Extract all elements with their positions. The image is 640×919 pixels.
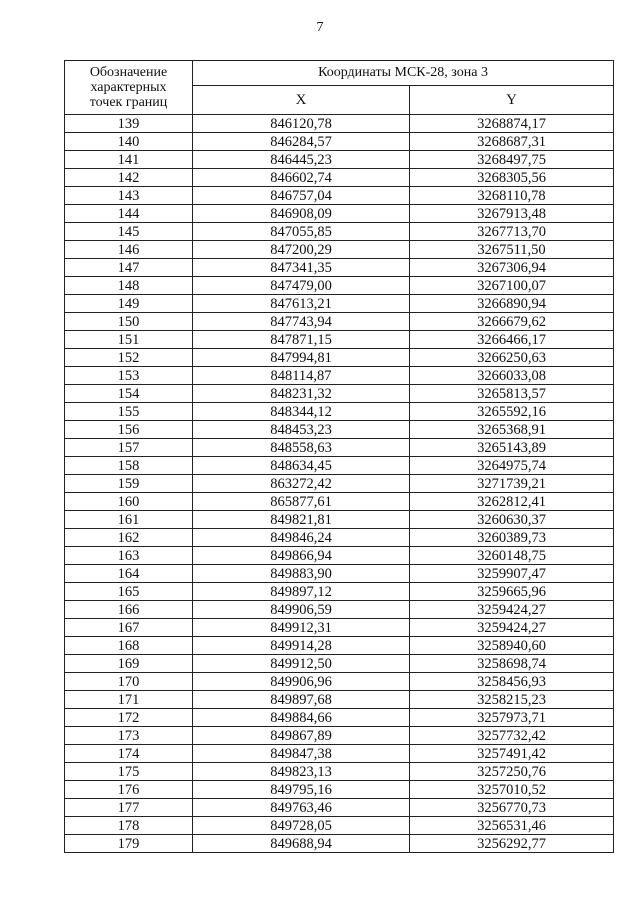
x-coordinate-cell: 847055,85 [193, 223, 410, 241]
coordinates-table [64, 60, 614, 853]
y-coordinate-cell: 3259424,27 [410, 601, 614, 619]
table-row [65, 475, 614, 493]
y-coordinate-cell: 3268687,31 [410, 133, 614, 151]
table-row [65, 385, 614, 403]
point-number-cell: 151 [65, 331, 193, 349]
y-coordinate-cell: 3265592,16 [410, 403, 614, 421]
table-row [65, 709, 614, 727]
table-row [65, 745, 614, 763]
table-row [65, 223, 614, 241]
y-coordinate-cell: 3265143,89 [410, 439, 614, 457]
table-row [65, 511, 614, 529]
coordinate-system-header: Координаты МСК-28, зона 3 [193, 61, 614, 86]
y-coordinate-cell: 3262812,41 [410, 493, 614, 511]
x-coordinate-cell: 846284,57 [193, 133, 410, 151]
point-number-cell: 174 [65, 745, 193, 763]
y-coordinate-cell: 3256531,46 [410, 817, 614, 835]
point-number-cell: 153 [65, 367, 193, 385]
point-number-cell: 173 [65, 727, 193, 745]
y-coordinate-cell: 3268305,56 [410, 169, 614, 187]
point-number-cell: 140 [65, 133, 193, 151]
table-row [65, 781, 614, 799]
x-coordinate-cell: 849912,31 [193, 619, 410, 637]
x-coordinate-cell: 849906,96 [193, 673, 410, 691]
x-coordinate-cell: 849866,94 [193, 547, 410, 565]
point-number-cell: 160 [65, 493, 193, 511]
table-row [65, 457, 614, 475]
table-row [65, 727, 614, 745]
x-coordinate-cell: 846602,74 [193, 169, 410, 187]
table-row [65, 817, 614, 835]
x-coordinate-cell: 847871,15 [193, 331, 410, 349]
x-coordinate-cell: 848634,45 [193, 457, 410, 475]
y-coordinate-cell: 3267100,07 [410, 277, 614, 295]
x-coordinate-cell: 849823,13 [193, 763, 410, 781]
table-row [65, 637, 614, 655]
y-coordinate-cell: 3267511,50 [410, 241, 614, 259]
y-coordinate-cell: 3268874,17 [410, 115, 614, 133]
x-column-header: X [193, 86, 410, 115]
table-row [65, 619, 614, 637]
y-coordinate-cell: 3266890,94 [410, 295, 614, 313]
point-number-cell: 162 [65, 529, 193, 547]
y-coordinate-cell: 3267713,70 [410, 223, 614, 241]
x-coordinate-cell: 849846,24 [193, 529, 410, 547]
y-coordinate-cell: 3266466,17 [410, 331, 614, 349]
point-number-cell: 149 [65, 295, 193, 313]
point-number-cell: 176 [65, 781, 193, 799]
point-number-cell: 154 [65, 385, 193, 403]
y-coordinate-cell: 3256292,77 [410, 835, 614, 853]
y-coordinate-cell: 3265813,57 [410, 385, 614, 403]
x-coordinate-cell: 849795,16 [193, 781, 410, 799]
x-coordinate-cell: 849728,05 [193, 817, 410, 835]
y-coordinate-cell: 3258215,23 [410, 691, 614, 709]
y-coordinate-cell: 3268110,78 [410, 187, 614, 205]
table-row [65, 673, 614, 691]
point-number-cell: 167 [65, 619, 193, 637]
x-coordinate-cell: 847743,94 [193, 313, 410, 331]
point-number-cell: 177 [65, 799, 193, 817]
x-coordinate-cell: 849763,46 [193, 799, 410, 817]
x-coordinate-cell: 848231,32 [193, 385, 410, 403]
x-coordinate-cell: 849897,12 [193, 583, 410, 601]
coordinates-table-body [65, 115, 614, 853]
point-number-cell: 145 [65, 223, 193, 241]
table-row [65, 151, 614, 169]
table-row [65, 835, 614, 853]
point-number-cell: 139 [65, 115, 193, 133]
y-coordinate-cell: 3266250,63 [410, 349, 614, 367]
table-row [65, 367, 614, 385]
x-coordinate-cell: 848453,23 [193, 421, 410, 439]
table-row [65, 403, 614, 421]
point-number-cell: 166 [65, 601, 193, 619]
point-number-cell: 165 [65, 583, 193, 601]
x-coordinate-cell: 847479,00 [193, 277, 410, 295]
point-header-line: Обозначение [89, 65, 168, 80]
y-coordinate-cell: 3271739,21 [410, 475, 614, 493]
x-coordinate-cell: 847613,21 [193, 295, 410, 313]
point-number-cell: 147 [65, 259, 193, 277]
x-coordinate-cell: 863272,42 [193, 475, 410, 493]
table-row [65, 331, 614, 349]
table-row [65, 187, 614, 205]
x-coordinate-cell: 849914,28 [193, 637, 410, 655]
y-coordinate-cell: 3266033,08 [410, 367, 614, 385]
point-number-cell: 175 [65, 763, 193, 781]
page-number: 7 [316, 20, 324, 35]
point-number-cell: 157 [65, 439, 193, 457]
point-number-cell: 158 [65, 457, 193, 475]
y-coordinate-cell: 3264975,74 [410, 457, 614, 475]
table-row [65, 763, 614, 781]
x-coordinate-cell: 847994,81 [193, 349, 410, 367]
point-designation-header [65, 61, 193, 115]
point-number-cell: 155 [65, 403, 193, 421]
table-row [65, 313, 614, 331]
table-row [65, 601, 614, 619]
x-coordinate-cell: 847200,29 [193, 241, 410, 259]
x-coordinate-cell: 849688,94 [193, 835, 410, 853]
point-number-cell: 143 [65, 187, 193, 205]
x-coordinate-cell: 848558,63 [193, 439, 410, 457]
x-coordinate-cell: 849847,38 [193, 745, 410, 763]
point-number-cell: 141 [65, 151, 193, 169]
table-row [65, 241, 614, 259]
y-coordinate-cell: 3267306,94 [410, 259, 614, 277]
point-number-cell: 164 [65, 565, 193, 583]
y-coordinate-cell: 3257732,42 [410, 727, 614, 745]
point-number-cell: 170 [65, 673, 193, 691]
y-coordinate-cell: 3258698,74 [410, 655, 614, 673]
y-coordinate-cell: 3260630,37 [410, 511, 614, 529]
x-coordinate-cell: 849912,50 [193, 655, 410, 673]
table-row [65, 583, 614, 601]
point-number-cell: 159 [65, 475, 193, 493]
y-coordinate-cell: 3258456,93 [410, 673, 614, 691]
x-coordinate-cell: 848344,12 [193, 403, 410, 421]
x-coordinate-cell: 848114,87 [193, 367, 410, 385]
y-coordinate-cell: 3259424,27 [410, 619, 614, 637]
table-row [65, 259, 614, 277]
y-coordinate-cell: 3259907,47 [410, 565, 614, 583]
y-coordinate-cell: 3256770,73 [410, 799, 614, 817]
x-coordinate-cell: 846757,04 [193, 187, 410, 205]
point-number-cell: 142 [65, 169, 193, 187]
y-coordinate-cell: 3257010,52 [410, 781, 614, 799]
x-coordinate-cell: 865877,61 [193, 493, 410, 511]
point-number-cell: 152 [65, 349, 193, 367]
table-row [65, 421, 614, 439]
table-row [65, 529, 614, 547]
y-coordinate-cell: 3259665,96 [410, 583, 614, 601]
y-coordinate-cell: 3266679,62 [410, 313, 614, 331]
table-row [65, 205, 614, 223]
point-number-cell: 171 [65, 691, 193, 709]
y-column-header: Y [410, 86, 614, 115]
y-coordinate-cell: 3267913,48 [410, 205, 614, 223]
y-coordinate-cell: 3260389,73 [410, 529, 614, 547]
table-row [65, 655, 614, 673]
point-number-cell: 163 [65, 547, 193, 565]
table-row [65, 133, 614, 151]
point-number-cell: 146 [65, 241, 193, 259]
point-number-cell: 179 [65, 835, 193, 853]
point-number-cell: 148 [65, 277, 193, 295]
table-row [65, 439, 614, 457]
table-row [65, 295, 614, 313]
y-coordinate-cell: 3257491,42 [410, 745, 614, 763]
point-number-cell: 168 [65, 637, 193, 655]
x-coordinate-cell: 849906,59 [193, 601, 410, 619]
table-row [65, 493, 614, 511]
point-number-cell: 156 [65, 421, 193, 439]
table-row [65, 169, 614, 187]
y-coordinate-cell: 3268497,75 [410, 151, 614, 169]
y-coordinate-cell: 3260148,75 [410, 547, 614, 565]
y-coordinate-cell: 3265368,91 [410, 421, 614, 439]
x-coordinate-cell: 849867,89 [193, 727, 410, 745]
y-coordinate-cell: 3257973,71 [410, 709, 614, 727]
table-row [65, 547, 614, 565]
table-row [65, 799, 614, 817]
table-row [65, 115, 614, 133]
x-coordinate-cell: 846445,23 [193, 151, 410, 169]
y-coordinate-cell: 3257250,76 [410, 763, 614, 781]
x-coordinate-cell: 849897,68 [193, 691, 410, 709]
point-header-line: точек границ [89, 95, 168, 110]
table-row [65, 691, 614, 709]
x-coordinate-cell: 849884,66 [193, 709, 410, 727]
x-coordinate-cell: 847341,35 [193, 259, 410, 277]
table-row [65, 565, 614, 583]
x-coordinate-cell: 849883,90 [193, 565, 410, 583]
point-number-cell: 161 [65, 511, 193, 529]
point-number-cell: 169 [65, 655, 193, 673]
point-number-cell: 144 [65, 205, 193, 223]
x-coordinate-cell: 849821,81 [193, 511, 410, 529]
table-row [65, 277, 614, 295]
x-coordinate-cell: 846120,78 [193, 115, 410, 133]
y-coordinate-cell: 3258940,60 [410, 637, 614, 655]
table-row [65, 349, 614, 367]
point-header-line: характерных [90, 80, 167, 95]
point-number-cell: 178 [65, 817, 193, 835]
point-number-cell: 172 [65, 709, 193, 727]
point-number-cell: 150 [65, 313, 193, 331]
x-coordinate-cell: 846908,09 [193, 205, 410, 223]
